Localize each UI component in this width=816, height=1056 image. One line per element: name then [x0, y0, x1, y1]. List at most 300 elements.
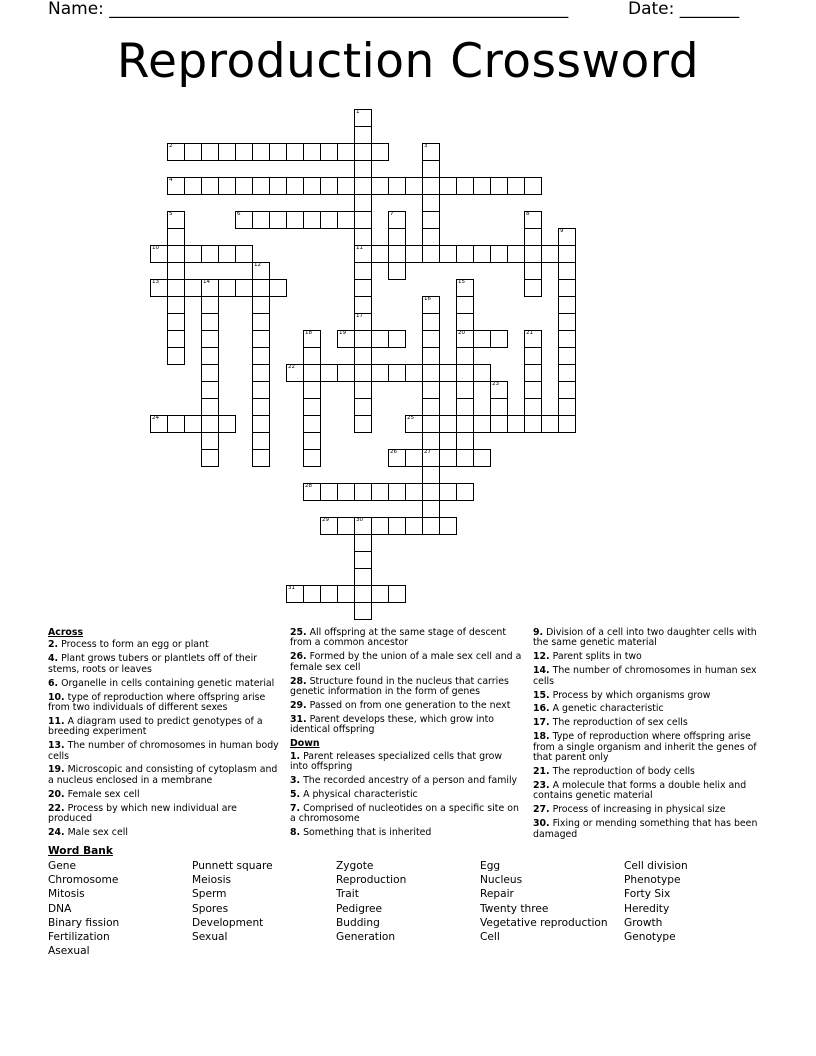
grid-cell[interactable]	[405, 364, 423, 382]
grid-cell[interactable]	[354, 347, 372, 365]
grid-cell[interactable]	[320, 364, 338, 382]
grid-cell[interactable]	[201, 364, 219, 382]
grid-cell[interactable]	[303, 364, 321, 382]
word-bank-word: Zygote	[336, 860, 374, 872]
clue-text: A genetic characteristic	[552, 703, 664, 715]
grid-cell[interactable]	[167, 296, 185, 314]
grid-cell[interactable]	[235, 279, 253, 297]
clue-number: 5	[169, 211, 173, 217]
clue-num: 27.	[533, 804, 550, 816]
down-clue	[290, 790, 522, 800]
grid-cell[interactable]	[320, 211, 338, 229]
grid-cell[interactable]	[201, 177, 219, 195]
clue-number: 20	[458, 330, 465, 336]
clue-num: 10.	[48, 691, 65, 703]
grid-cell[interactable]	[201, 143, 219, 161]
grid-cell[interactable]	[303, 432, 321, 450]
grid-cell[interactable]	[405, 177, 423, 195]
grid-cell[interactable]	[337, 483, 355, 501]
grid-cell[interactable]	[524, 262, 542, 280]
grid-cell[interactable]	[388, 211, 406, 229]
grid-cell[interactable]	[354, 211, 372, 229]
across-clue	[48, 765, 282, 786]
grid-cell[interactable]	[354, 398, 372, 416]
grid-cell[interactable]	[320, 483, 338, 501]
grid-cell[interactable]	[286, 364, 304, 382]
grid-cell[interactable]	[558, 296, 576, 314]
grid-cell[interactable]	[371, 177, 389, 195]
grid-cell[interactable]	[422, 398, 440, 416]
grid-cell[interactable]	[167, 330, 185, 348]
grid-cell[interactable]	[558, 279, 576, 297]
grid-cell[interactable]	[558, 347, 576, 365]
grid-cell[interactable]	[201, 449, 219, 467]
grid-cell[interactable]	[354, 585, 372, 603]
grid-cell[interactable]	[473, 415, 491, 433]
grid-cell[interactable]	[167, 228, 185, 246]
grid-cell[interactable]	[490, 398, 508, 416]
word-bank-word: DNA	[48, 902, 72, 915]
grid-cell[interactable]	[439, 483, 457, 501]
grid-cell[interactable]	[422, 364, 440, 382]
grid-cell[interactable]	[354, 602, 372, 620]
grid-cell[interactable]	[524, 211, 542, 229]
grid-cell[interactable]	[269, 211, 287, 229]
grid-cell[interactable]	[524, 381, 542, 399]
grid-cell[interactable]	[473, 364, 491, 382]
grid-cell[interactable]	[524, 177, 542, 195]
clue-number: 28	[305, 483, 312, 489]
grid-cell[interactable]	[456, 279, 474, 297]
grid-cell[interactable]	[303, 585, 321, 603]
grid-cell[interactable]	[252, 313, 270, 331]
grid-cell[interactable]	[422, 296, 440, 314]
grid-cell[interactable]	[167, 245, 185, 263]
grid-cell[interactable]	[354, 381, 372, 399]
grid-cell[interactable]	[252, 449, 270, 467]
grid-cell[interactable]	[524, 245, 542, 263]
grid-cell[interactable]	[405, 245, 423, 263]
grid-cell[interactable]	[252, 398, 270, 416]
grid-cell[interactable]	[201, 381, 219, 399]
grid-cell[interactable]	[422, 500, 440, 518]
grid-cell[interactable]	[201, 347, 219, 365]
grid-cell[interactable]	[201, 296, 219, 314]
grid-cell[interactable]	[405, 415, 423, 433]
grid-cell[interactable]	[167, 313, 185, 331]
grid-cell[interactable]	[371, 585, 389, 603]
grid-cell[interactable]	[150, 279, 168, 297]
grid-cell[interactable]	[286, 211, 304, 229]
grid-cell[interactable]	[354, 364, 372, 382]
word-bank-word: Fertilization	[48, 930, 110, 943]
grid-cell[interactable]	[456, 296, 474, 314]
clue-number: 10	[152, 245, 159, 251]
grid-cell[interactable]	[184, 279, 202, 297]
grid-cell[interactable]	[439, 245, 457, 263]
grid-cell[interactable]	[303, 143, 321, 161]
grid-cell[interactable]	[371, 245, 389, 263]
grid-cell[interactable]	[558, 364, 576, 382]
grid-cell[interactable]	[422, 330, 440, 348]
grid-cell[interactable]	[235, 143, 253, 161]
grid-cell[interactable]	[252, 330, 270, 348]
grid-cell[interactable]	[456, 381, 474, 399]
grid-cell[interactable]	[422, 347, 440, 365]
grid-cell[interactable]	[456, 398, 474, 416]
word-bank-word: Punnett square	[192, 860, 273, 872]
grid-cell[interactable]	[286, 143, 304, 161]
grid-cell[interactable]	[456, 347, 474, 365]
name-field[interactable]: Name: ______________________________________________________	[48, 0, 569, 19]
grid-cell[interactable]	[286, 585, 304, 603]
grid-cell[interactable]	[167, 177, 185, 195]
clue-num: 4.	[48, 653, 59, 665]
grid-cell[interactable]	[490, 177, 508, 195]
grid-cell[interactable]	[354, 568, 372, 586]
grid-cell[interactable]	[354, 245, 372, 263]
grid-cell[interactable]	[201, 330, 219, 348]
across-clue	[290, 628, 522, 649]
clue-text: A molecule that forms a double helix and contains genetic material	[533, 779, 747, 802]
grid-cell[interactable]	[490, 381, 508, 399]
grid-cell[interactable]	[558, 245, 576, 263]
word-bank-column	[192, 859, 273, 944]
clue-num: 3.	[290, 774, 301, 786]
grid-cell[interactable]	[320, 517, 338, 535]
grid-cell[interactable]	[337, 517, 355, 535]
grid-cell[interactable]	[558, 415, 576, 433]
down-clue	[533, 718, 767, 728]
grid-cell[interactable]	[303, 177, 321, 195]
grid-cell[interactable]	[524, 364, 542, 382]
grid-cell[interactable]	[354, 194, 372, 212]
grid-cell[interactable]	[235, 245, 253, 263]
grid-cell[interactable]	[439, 364, 457, 382]
grid-cell[interactable]	[473, 330, 491, 348]
grid-cell[interactable]	[558, 313, 576, 331]
across-clue	[48, 654, 282, 675]
grid-cell[interactable]	[371, 517, 389, 535]
grid-cell[interactable]	[439, 449, 457, 467]
grid-cell[interactable]	[490, 415, 508, 433]
grid-cell[interactable]	[201, 398, 219, 416]
grid-cell[interactable]	[422, 211, 440, 229]
grid-cell[interactable]	[456, 330, 474, 348]
grid-cell[interactable]	[337, 330, 355, 348]
grid-cell[interactable]	[388, 449, 406, 467]
grid-cell[interactable]	[354, 143, 372, 161]
grid-cell[interactable]	[303, 398, 321, 416]
grid-cell[interactable]	[252, 143, 270, 161]
grid-cell[interactable]	[354, 517, 372, 535]
grid-cell[interactable]	[405, 517, 423, 535]
grid-cell[interactable]	[405, 449, 423, 467]
grid-cell[interactable]	[456, 177, 474, 195]
down-clue	[533, 666, 767, 687]
grid-cell[interactable]	[388, 245, 406, 263]
grid-cell[interactable]	[524, 415, 542, 433]
grid-cell[interactable]	[558, 228, 576, 246]
grid-cell[interactable]	[422, 177, 440, 195]
across-clue	[48, 741, 282, 762]
grid-cell[interactable]	[354, 313, 372, 331]
word-bank-word: Cell division	[624, 860, 688, 872]
grid-cell[interactable]	[422, 415, 440, 433]
grid-cell[interactable]	[184, 245, 202, 263]
grid-cell[interactable]	[184, 143, 202, 161]
grid-cell[interactable]	[541, 245, 559, 263]
grid-cell[interactable]	[422, 245, 440, 263]
clue-number: 11	[356, 245, 363, 251]
grid-cell[interactable]	[473, 245, 491, 263]
clue-number: 6	[237, 211, 241, 217]
across-clue	[290, 701, 522, 711]
across-clue	[290, 677, 522, 698]
grid-cell[interactable]	[456, 415, 474, 433]
clue-num: 16.	[533, 703, 550, 715]
grid-cell[interactable]	[524, 398, 542, 416]
down-clue	[533, 781, 767, 802]
clue-text: Type of reproduction where offspring arise from a single organism and inherit the genes of that parent only	[533, 731, 757, 764]
grid-cell[interactable]	[507, 245, 525, 263]
clue-text: Female sex cell	[67, 788, 140, 800]
grid-cell[interactable]	[524, 228, 542, 246]
grid-cell[interactable]	[507, 177, 525, 195]
grid-cell[interactable]	[388, 228, 406, 246]
grid-cell[interactable]	[524, 330, 542, 348]
grid-cell[interactable]	[201, 313, 219, 331]
grid-cell[interactable]	[388, 585, 406, 603]
grid-cell[interactable]	[558, 398, 576, 416]
clue-text: type of reproduction where offspring arise from two individuals of different sexes	[48, 691, 266, 713]
grid-cell[interactable]	[184, 415, 202, 433]
grid-cell[interactable]	[388, 330, 406, 348]
clue-number: 25	[407, 415, 414, 421]
grid-cell[interactable]	[201, 279, 219, 297]
grid-cell[interactable]	[235, 177, 253, 195]
grid-cell[interactable]	[541, 415, 559, 433]
grid-cell[interactable]	[269, 177, 287, 195]
word-bank-word: Genotype	[624, 930, 676, 943]
clue-num: 13.	[48, 740, 65, 752]
grid-cell[interactable]	[269, 279, 287, 297]
grid-cell[interactable]	[320, 143, 338, 161]
grid-cell[interactable]	[218, 415, 236, 433]
clue-number: 3	[424, 143, 428, 149]
grid-cell[interactable]	[303, 449, 321, 467]
grid-cell[interactable]	[252, 296, 270, 314]
grid-cell[interactable]	[167, 262, 185, 280]
grid-cell[interactable]	[167, 211, 185, 229]
grid-cell[interactable]	[337, 364, 355, 382]
down-clue	[290, 752, 522, 773]
grid-cell[interactable]	[558, 381, 576, 399]
grid-cell[interactable]	[422, 143, 440, 161]
clue-text: Something that is inherited	[303, 827, 432, 838]
grid-cell[interactable]	[303, 415, 321, 433]
grid-cell[interactable]	[303, 211, 321, 229]
clue-text: The recorded ancestry of a person and family	[303, 774, 518, 786]
across-clue	[290, 652, 522, 673]
grid-cell[interactable]	[371, 143, 389, 161]
grid-cell[interactable]	[422, 449, 440, 467]
grid-cell[interactable]	[524, 279, 542, 297]
grid-cell[interactable]	[218, 177, 236, 195]
grid-cell[interactable]	[524, 347, 542, 365]
down-clue	[290, 776, 522, 786]
grid-cell[interactable]	[320, 585, 338, 603]
grid-cell[interactable]	[337, 211, 355, 229]
clue-text: A diagram used to predict genotypes of a breeding experiment	[48, 715, 263, 738]
clue-text: Parent splits in two	[552, 651, 642, 663]
grid-cell[interactable]	[354, 126, 372, 144]
grid-cell[interactable]	[252, 415, 270, 433]
clues-column-3	[533, 628, 767, 843]
grid-cell[interactable]	[354, 279, 372, 297]
clue-number: 4	[169, 177, 173, 183]
grid-cell[interactable]	[286, 177, 304, 195]
grid-cell[interactable]	[354, 109, 372, 127]
down-clue	[290, 804, 522, 825]
grid-cell[interactable]	[388, 483, 406, 501]
grid-cell[interactable]	[218, 143, 236, 161]
grid-cell[interactable]	[337, 143, 355, 161]
grid-cell[interactable]	[354, 262, 372, 280]
grid-cell[interactable]	[422, 483, 440, 501]
grid-cell[interactable]	[252, 364, 270, 382]
down-clue	[533, 704, 767, 714]
clue-num: 21.	[533, 765, 550, 777]
grid-cell[interactable]	[150, 415, 168, 433]
grid-cell[interactable]	[422, 313, 440, 331]
across-clue	[48, 640, 282, 650]
grid-cell[interactable]	[354, 177, 372, 195]
grid-cell[interactable]	[371, 364, 389, 382]
grid-cell[interactable]	[371, 330, 389, 348]
grid-cell[interactable]	[252, 347, 270, 365]
down-clue	[290, 828, 522, 838]
grid-cell[interactable]	[201, 415, 219, 433]
grid-cell[interactable]	[354, 160, 372, 178]
grid-cell[interactable]	[184, 177, 202, 195]
clue-text: Parent develops these, which grow into identical offspring	[290, 713, 495, 736]
grid-cell[interactable]	[252, 177, 270, 195]
across-clue	[48, 828, 282, 838]
date-field[interactable]: Date: _______	[628, 0, 740, 19]
grid-cell[interactable]	[456, 364, 474, 382]
grid-cell[interactable]	[456, 245, 474, 263]
grid-cell[interactable]	[167, 279, 185, 297]
grid-cell[interactable]	[490, 245, 508, 263]
grid-cell[interactable]	[422, 228, 440, 246]
grid-cell[interactable]	[252, 381, 270, 399]
grid-cell[interactable]	[320, 177, 338, 195]
grid-cell[interactable]	[252, 279, 270, 297]
grid-cell[interactable]	[303, 381, 321, 399]
grid-cell[interactable]	[422, 517, 440, 535]
grid-cell[interactable]	[218, 245, 236, 263]
clue-text: A physical characteristic	[303, 788, 418, 800]
clues-column-1	[48, 628, 282, 842]
grid-cell[interactable]	[337, 585, 355, 603]
grid-cell[interactable]	[558, 262, 576, 280]
grid-cell[interactable]	[167, 415, 185, 433]
grid-cell[interactable]	[439, 517, 457, 535]
word-bank-word: Budding	[336, 916, 380, 929]
grid-cell[interactable]	[422, 381, 440, 399]
grid-cell[interactable]	[473, 449, 491, 467]
word-bank-word: Binary fission	[48, 916, 120, 929]
clue-text: Process of increasing in physical size	[552, 804, 726, 816]
across-clue	[48, 717, 282, 738]
grid-cell[interactable]	[456, 449, 474, 467]
clue-text: Microscopic and consisting of cytoplasm and a nucleus enclosed in a membrane	[48, 764, 278, 786]
grid-cell[interactable]	[439, 177, 457, 195]
grid-cell[interactable]	[354, 534, 372, 552]
across-clue	[48, 804, 282, 825]
grid-cell[interactable]	[354, 415, 372, 433]
grid-cell[interactable]	[252, 262, 270, 280]
clue-num: 25.	[290, 627, 307, 638]
grid-cell[interactable]	[422, 160, 440, 178]
grid-cell[interactable]	[354, 330, 372, 348]
grid-cell[interactable]	[201, 245, 219, 263]
grid-cell[interactable]	[303, 330, 321, 348]
grid-cell[interactable]	[303, 483, 321, 501]
grid-cell[interactable]	[269, 143, 287, 161]
grid-cell[interactable]	[388, 262, 406, 280]
grid-cell[interactable]	[405, 483, 423, 501]
grid-cell[interactable]	[337, 177, 355, 195]
grid-cell[interactable]	[235, 211, 253, 229]
word-bank-word: Nucleus	[480, 874, 523, 887]
clue-text: Formed by the union of a male sex cell and a female sex cell	[290, 651, 522, 673]
grid-cell[interactable]	[422, 466, 440, 484]
grid-cell[interactable]	[490, 330, 508, 348]
word-bank-word: Spores	[192, 902, 229, 915]
grid-cell[interactable]	[252, 211, 270, 229]
grid-cell[interactable]	[218, 279, 236, 297]
clue-number: 9	[560, 228, 564, 234]
clue-text: Male sex cell	[67, 827, 128, 838]
grid-cell[interactable]	[150, 245, 168, 263]
grid-cell[interactable]	[439, 415, 457, 433]
grid-cell[interactable]	[456, 432, 474, 450]
grid-cell[interactable]	[201, 432, 219, 450]
grid-cell[interactable]	[354, 483, 372, 501]
grid-cell[interactable]	[456, 483, 474, 501]
grid-cell[interactable]	[473, 177, 491, 195]
word-bank-column	[480, 859, 608, 944]
grid-cell[interactable]	[388, 177, 406, 195]
clue-text: Process by which organisms grow	[552, 689, 711, 701]
grid-cell[interactable]	[558, 330, 576, 348]
grid-cell[interactable]	[354, 551, 372, 569]
clue-text: The number of chromosomes in human body cells	[48, 740, 279, 762]
grid-cell[interactable]	[507, 415, 525, 433]
clue-number: 12	[254, 262, 261, 268]
grid-cell[interactable]	[388, 364, 406, 382]
grid-cell[interactable]	[252, 432, 270, 450]
grid-cell[interactable]	[167, 347, 185, 365]
grid-cell[interactable]	[167, 143, 185, 161]
grid-cell[interactable]	[388, 517, 406, 535]
grid-cell[interactable]	[303, 347, 321, 365]
clue-number: 24	[152, 415, 159, 421]
grid-cell[interactable]	[371, 483, 389, 501]
grid-cell[interactable]	[422, 194, 440, 212]
